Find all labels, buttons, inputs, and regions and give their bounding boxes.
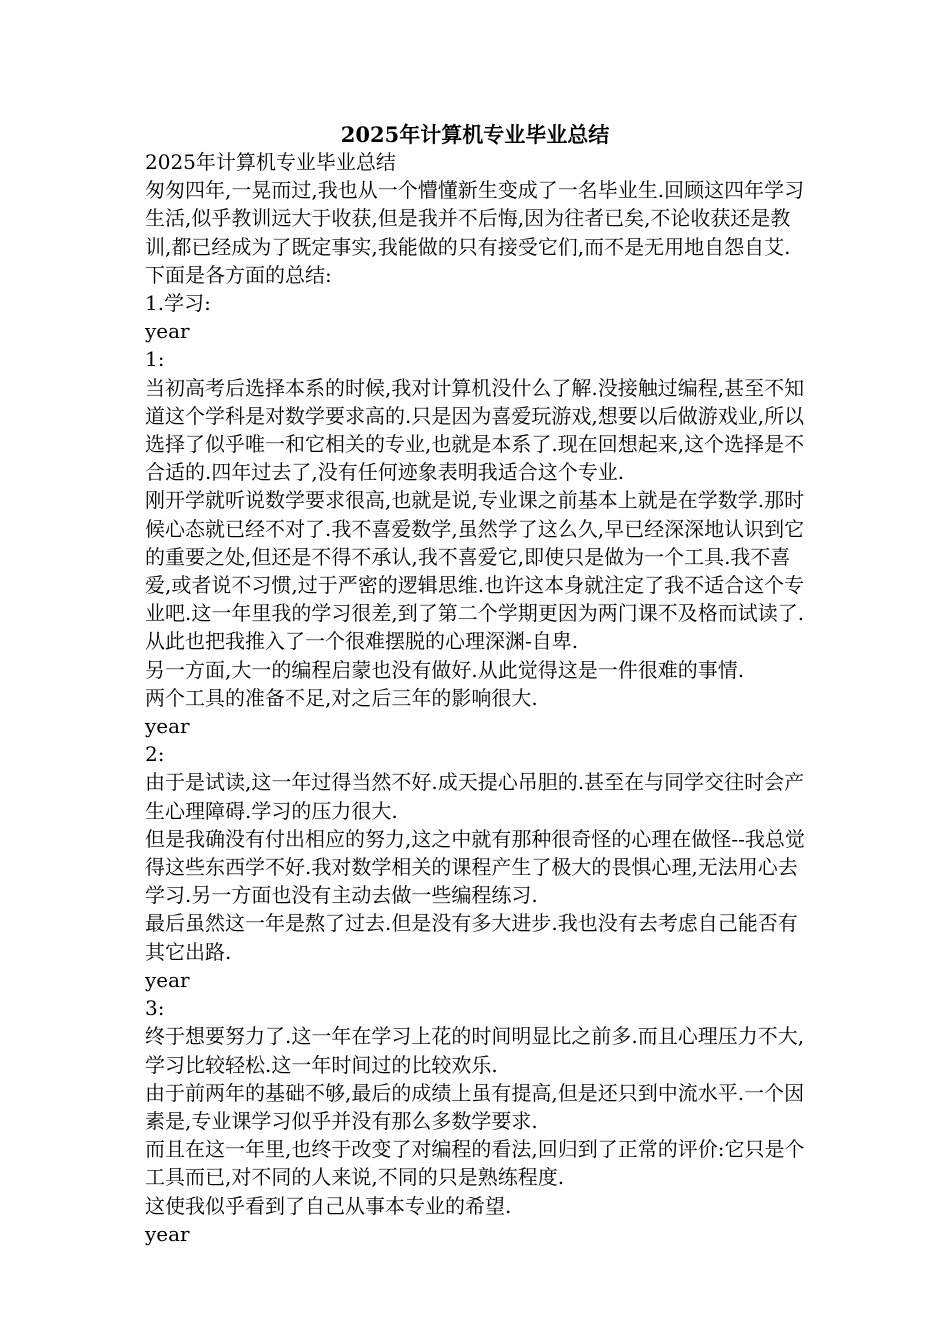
paragraph: 刚开学就听说数学要求很高,也就是说,专业课之前基本上就是在学数学.那时候心态就已经不对了.我不喜爱数学,虽然学了这么久,早已经深深地认识到它的重要之处,但还是不得不承认,我不喜爱它,即使只是做为一个工具.我不喜爱,或者说不习惯,过于严密的逻辑思维.也许这本身就注定了我不适合这个专业吧.这一年里我的学习很差,到了第二个学期更因为两门课不及格而试读了.从此也把我推入了一个很难摆脱的心理深渊-自卑. [145, 488, 805, 654]
section-heading-study: 1.学习: [145, 291, 211, 316]
year-label: year [145, 1221, 190, 1246]
year-label: year [145, 967, 190, 992]
paragraph: 当初高考后选择本系的时候,我对计算机没什么了解.没接触过编程,甚至不知道这个学科是对数学要求高的.只是因为喜爱玩游戏,想要以后做游戏业,所以选择了似乎唯一和它相关的专业,也就是本系了.现在回想起来,这个选择是不合适的.四年过去了,没有任何迹象表明我适合这个专业. [145, 375, 805, 485]
year-number: 2: [145, 742, 165, 767]
subtitle-line: 2025年计算机专业毕业总结 [145, 150, 396, 174]
paragraph: 另一方面,大一的编程启蒙也没有做好.从此觉得这是一件很难的事情. [145, 657, 745, 682]
paragraph: 这使我似乎看到了自己从事本专业的希望. [145, 1193, 512, 1218]
document-title: 2025年计算机专业毕业总结 [340, 122, 610, 147]
paragraph: 最后虽然这一年是熬了过去.但是没有多大进步.我也没有去考虑自己能否有其它出路. [145, 911, 798, 964]
paragraph: 两个工具的准备不足,对之后三年的影响很大. [145, 685, 538, 710]
year-number: 1: [145, 347, 165, 372]
paragraph: 但是我确没有付出相应的努力,这之中就有那种很奇怪的心理在做怪--我总觉得这些东西学不好.我对数学相关的课程产生了极大的畏惧心理,无法用心去学习.另一方面也没有主动去做一些编程练习. [145, 826, 805, 908]
paragraph: 由于前两年的基础不够,最后的成绩上虽有提高,但是还只到中流水平.一个因素是,专业课学习似乎并没有那么多数学要求. [145, 1080, 805, 1133]
paragraph: 终于想要努力了.这一年在学习上花的时间明显比之前多.而且心理压力不大,学习比较轻松.这一年时间过的比较欢乐. [145, 1024, 805, 1077]
year-number: 3: [145, 996, 165, 1021]
document-body [145, 148, 815, 1248]
summary-intro: 下面是各方面的总结: [145, 262, 332, 287]
intro-paragraph: 匆匆四年,一晃而过,我也从一个懵懂新生变成了一名毕业生.回顾这四年学习生活,似乎教训远大于收获,但是我并不后悔,因为往者已矣,不论收获还是教训,都已经成为了既定事实,我能做的只有接受它们,而不是无用地自怨自艾. [145, 178, 805, 259]
paragraph: 由于是试读,这一年过得当然不好.成天提心吊胆的.甚至在与同学交往时会产生心理障碍.学习的压力很大. [145, 770, 805, 823]
year-label: year [145, 319, 190, 344]
year-label: year [145, 714, 190, 739]
paragraph: 而且在这一年里,也终于改变了对编程的看法,回归到了正常的评价:它只是个工具而已,对不同的人来说,不同的只是熟练程度. [145, 1137, 805, 1190]
